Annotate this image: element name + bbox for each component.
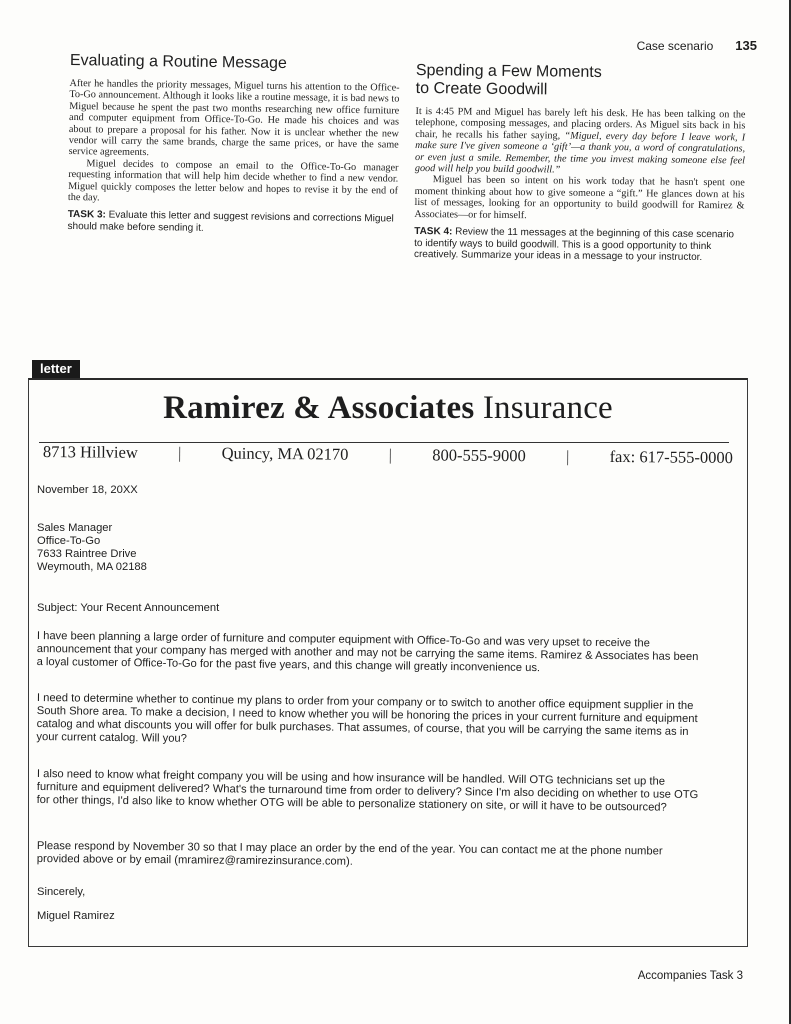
- right-column: [414, 62, 746, 264]
- right-paragraph-1-text: It is 4:45 PM and Miguel has barely left his desk. He has been talking on the telephone, composing messages, and placing orders. As Miguel sits back in his chair, he recalls his father saying,: [415, 105, 746, 142]
- letterhead-address-bar: [43, 442, 733, 468]
- recipient-address: [37, 522, 707, 574]
- address-street: 8713 Hillview: [42, 442, 138, 462]
- letter-paragraph: Please respond by November 30 so that I may place an order by the end of the year. You can contact me at the phone number provided above or by email (mramirez@ramirezinsurance.com).: [36, 840, 663, 868]
- recipient-line: Office-To-Go: [37, 535, 101, 547]
- company-name: [29, 390, 747, 427]
- company-name-bold: Ramirez & Associates: [163, 390, 475, 426]
- fax-number: fax: 617-555-0000: [609, 446, 733, 468]
- letter-subject: Subject: Your Recent Announcement: [37, 602, 220, 614]
- address-city: Quincy, MA 02170: [221, 443, 349, 464]
- page-header: [637, 38, 757, 53]
- recipient-line: Sales Manager: [37, 522, 113, 534]
- left-paragraph-1: After he handles the priority messages, Miguel turns his attention to the Office-To-Go announcement. Although it looks like a routine message, it is bad news to Miguel because he spent the past two months researching new office furniture and computer equipment from Office-To-Go. He made his choices and was about to prepare a proposal for his father. Now it is unclear whether the new vendor will carry the same brands, charge the same prices, or have the same service agreements.: [68, 77, 400, 159]
- left-column: [67, 52, 399, 237]
- letter-date: November 18, 20XX: [37, 484, 138, 496]
- task-4: [414, 226, 744, 264]
- section-label: Case scenario: [636, 39, 714, 53]
- recipient-line: 7633 Raintree Drive: [37, 548, 137, 560]
- letter-paragraph: I also need to know what freight company you will be using and how insurance will be handled. Will OTG technicians set up the furniture and equipment delivered? What's the turnaround time from order to delivery? Since I'm also deciding on whether to use OTG for other things, I'd also like to know whether OTG will be able to personalize stationery on site, or will it have to be outsourced?: [36, 768, 699, 814]
- letter-paragraph: I need to determine whether to continue my plans to order from your company or to switch to another office equipment supplier in the South Shore area. To make a decision, I need to know whether you will be honoring the prices in your current furniture and equipment catalog and what discounts you will offer for bulk purchases. That assumes, of course, that you will be carrying the same items as in your current catalog. Will you?: [36, 692, 698, 745]
- company-name-rest: Insurance: [482, 390, 613, 426]
- letter-closing: Sincerely,: [37, 886, 86, 898]
- right-paragraph-1: [415, 106, 746, 178]
- task-3: [67, 209, 397, 237]
- page-number: 135: [735, 38, 757, 53]
- task-3-text: Evaluate this letter and suggest revisions and corrections Miguel should make before sending it.: [67, 210, 394, 234]
- task-4-text: Review the 11 messages at the beginning of this case scenario to identify ways to build goodwill. This is a good opportunity to think creatively. Summarize your ideas in a message to your instructor.: [413, 226, 735, 264]
- letter-box: [28, 378, 748, 947]
- left-column-title: Evaluating a Routine Message: [69, 52, 288, 73]
- separator: |: [177, 443, 182, 463]
- letter-signature: Miguel Ramirez: [37, 910, 115, 922]
- footer-note: Accompanies Task 3: [637, 970, 743, 982]
- right-title-line-2: to Create Goodwill: [415, 79, 548, 99]
- separator: |: [565, 446, 570, 466]
- left-paragraph-2: Miguel decides to compose an email to the Office-To-Go manager requesting information that will help him decide whether to find a new vendor. Miguel quickly composes the letter below and hopes to revise it by the end of the day.: [67, 158, 399, 204]
- letter-badge: letter: [32, 360, 80, 378]
- recipient-line: Weymouth, MA 02188: [37, 561, 147, 573]
- right-column-title: [416, 62, 746, 101]
- task-4-label: TASK 4:: [414, 226, 453, 238]
- right-paragraph-2: Miguel has been so intent on his work today that he hasn't spent one moment thinking about how to give someone a “gift.” He glances down at his list of messages, looking for an opportunity to build goodwill for Ramirez & Associates—or for himself.: [414, 174, 745, 221]
- father-quote: “Miguel, every day before I leave work, I make sure I've given someone a ‘gift’—a thank you, a word of congratulations, or even just a smile. Remember, the time you invest making someone else feel good will help you build goodwill.”: [414, 130, 746, 176]
- right-title-line-1: Spending a Few Moments: [415, 62, 602, 81]
- phone-number: 800-555-9000: [432, 445, 526, 466]
- separator: |: [388, 445, 393, 465]
- letter-paragraph: I have been planning a large order of furniture and computer equipment with Office-To-Go and was very upset to receive the announcement that your company has merged with another and may not be carrying the same items. Ramirez & Associates has been a loyal customer of Office-To-Go for the past five years, and this change will greatly inconvenience us.: [36, 630, 699, 675]
- task-3-label: TASK 3:: [67, 209, 106, 221]
